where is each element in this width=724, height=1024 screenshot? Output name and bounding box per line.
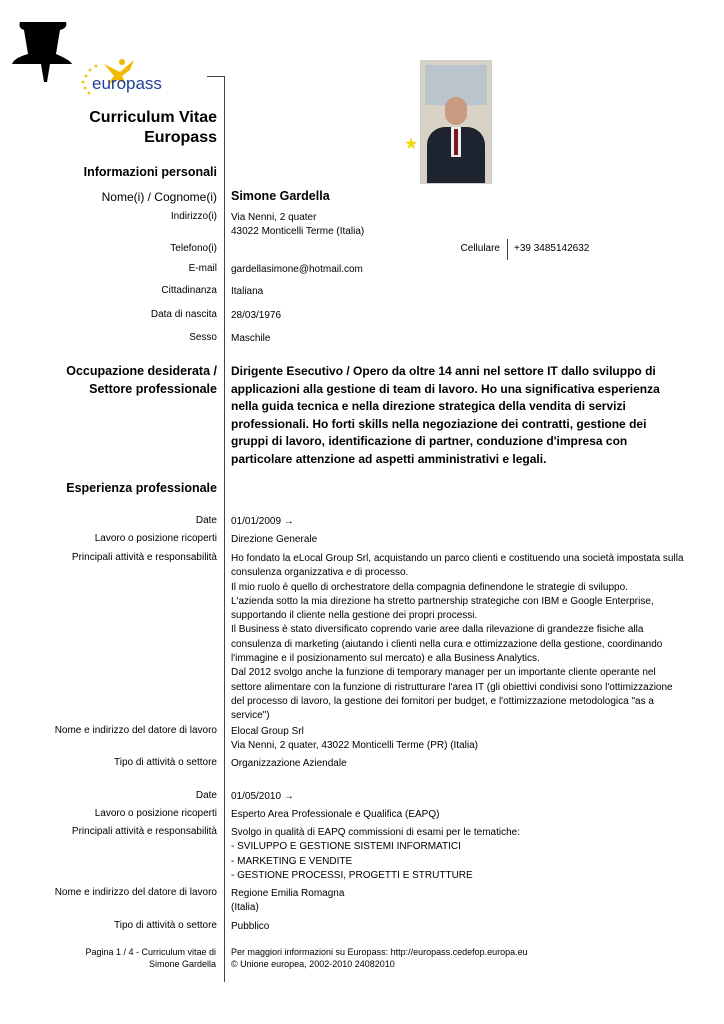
cv-page: europass Curriculum Vitae Europass ★ Informazioni personali Nome(i) / Cognome(i) Simone Gardella Indirizzo(i) Via Nenni, 2 quater 43022 Monticelli Terme (Italia) Telefono(i) Cellulare +39 3485142632 E-mail gardellasimone@hotmail.com Cittadinanza Italiana Data di nascita 28/03/1976 Sesso Maschile Occupazione desiderata / Settore professionale Dirigente Esecutivo / Opero da oltre 14 anni nel settore IT dallo sviluppo di applicazioni alla gestione di team di lavoro. Ho una significativa esperienza nella guida tecnica e nella direzione strategica della vendita di servizi professionali. Ho forti skills nella negoziazione dei contratti, gestione dei gruppi di lavoro, identificazione di partner, conduzione d'impresa con particolare attenzione ad aspetti amministrativi e legali. Esperienza professionale Date 01/01/2009 → Lavoro o posizione ricoperti Direzione Generale Principali attività e responsabilità Ho fondato la eLocal Group Srl, acquistando un parco clienti e costituendo una società impostata sulla consulenza organizzativa e di processo. Il mio ruolo è quello di orchestratore della compagnia definendone le strategie di sviluppo. L'azienda sotto la mia direzione ha stretto partnership strategiche con IBM e Google Enterprise, supportando il cliente nella gestione dei propri processi. Il Business è stato diversificato coprendo varie aree dalla rilevazione di grandezze fisiche alla consulenza di marketing (aiutando i clienti nella cura e ottimizzazione della gestione, coordinando l'immagine e il posizionamento sul mercato) e alla Business Analytics. Dal 2012 svolgo anche la funzione di temporary manager per un importante cliente operante nel settore alimentare con la funzione di ristrutturare l'area IT (gli obiettivi condivisi sono l'ottimizzazione del processo di lavoro, la gestione dei fornitori per budget, e l'ottimizzazione metodologica "as a service") Nome e indirizzo del datore di lavoro Elocal Group Srl Via Nenni, 2 quater, 43022 Monticelli Terme (PR) (Italia) Tipo di attività o settore Organizzazione Aziendale Date 01/05/2010 → Lavoro o posizione ricoperti Esperto Area Professionale e Qualifica (EAPQ) Principali attività e responsabilità Svolgo in qualità di EAPQ commissioni di esami per le tematiche: - SVILUPPO E GESTIONE SISTEMI INFORMATICI - MARKETING E VENDITE - GESTIONE PROCESSI, PROGETTI E STRUTTURE Nome e indirizzo del datore di lavoro Regione Emilia Romagna (Italia) Tipo di attività o settore Pubblico Pagina 1 / 4 - Curriculum vitae di Simone Gardella Per maggiori informazioni su Europass: http://europass.cedefop.europa.eu © Unione europea, 2002-2010 24082010 [0, 0, 724, 1024]
email[interactable]: gardellasimone@hotmail.com [231, 264, 363, 275]
job-activities: Ho fondato la eLocal Group Srl, acquistando un parco clienti e costituendo una società impostata sulla consulenza organizzativa e di processo. Il mio ruolo è quello di orchestratore della compagnia definendone le strategie di sviluppo. L'azienda sotto la mia direzione ha stretto partnership strategiche con IBM e Google Enterprise, supportando il cliente nella gestione dei propri processi. Il Business è stato diversificato coprendo varie aree dalla rilevazione di grandezze fisiche alla consulenza di marketing (aiutando i clienti nella cura e ottimizzazione della gestione, coordinando l'immagine e il posizionamento sul mercato) e alla Business Analytics. Dal 2012 svolgo anche la funzione di temporary manager per un importante cliente operante nel settore alimentare con la funzione di ristrutturare l'area IT (gli obiettivi condivisi sono l'ottimizzazione del processo di lavoro, la gestione dei fornitori per budget, e l'ottimizzazione metodologica "as a service") [231, 553, 684, 722]
occupation-heading: Occupazione desiderata / Settore professionale [66, 364, 217, 396]
profile-photo [420, 60, 492, 184]
address: Via Nenni, 2 quater 43022 Monticelli Terme (Italia) [231, 212, 365, 238]
occupation-text: Dirigente Esecutivo / Opero da oltre 14 anni nel settore IT dallo sviluppo di applicazioni alla gestione di team di lavoro. Ho una significativa esperienza nella guida tecnica e nella direzione strategica della vendita di servizi professionali. Ho forti skills nella negoziazione dei contratti, gestione dei gruppi di lavoro, identificazione di partner, conduzione d'impresa con particolare attenzione ad aspetti amministrativi e legali. [231, 364, 660, 466]
divider-tick [207, 76, 225, 77]
job-activities: Svolgo in qualità di EAPQ commissioni di esami per le tematiche: - SVILUPPO E GESTIONE SISTEMI INFORMATICI - MARKETING E VENDITE - GESTIONE PROCESSI, PROGETTI E STRUTTURE [231, 827, 521, 881]
footer-page-info: Pagina 1 / 4 - Curriculum vitae di Simone Gardella [85, 947, 216, 969]
europass-logo: europass [78, 54, 168, 98]
section-experience-heading: Esperienza professionale [66, 481, 217, 495]
footer-info: Per maggiori informazioni su Europass: http://europass.cedefop.europa.eu © Unione europea, 2002-2010 24082010 [231, 947, 528, 969]
pushpin-icon [10, 18, 74, 84]
mobile-number: +39 3485142632 [514, 243, 590, 254]
column-divider [224, 76, 225, 982]
cv-title: Curriculum Vitae Europass [89, 109, 217, 146]
star-decoration-icon: ★ [404, 136, 419, 153]
full-name: Simone Gardella [231, 189, 330, 203]
section-personal-heading: Informazioni personali [83, 165, 217, 179]
